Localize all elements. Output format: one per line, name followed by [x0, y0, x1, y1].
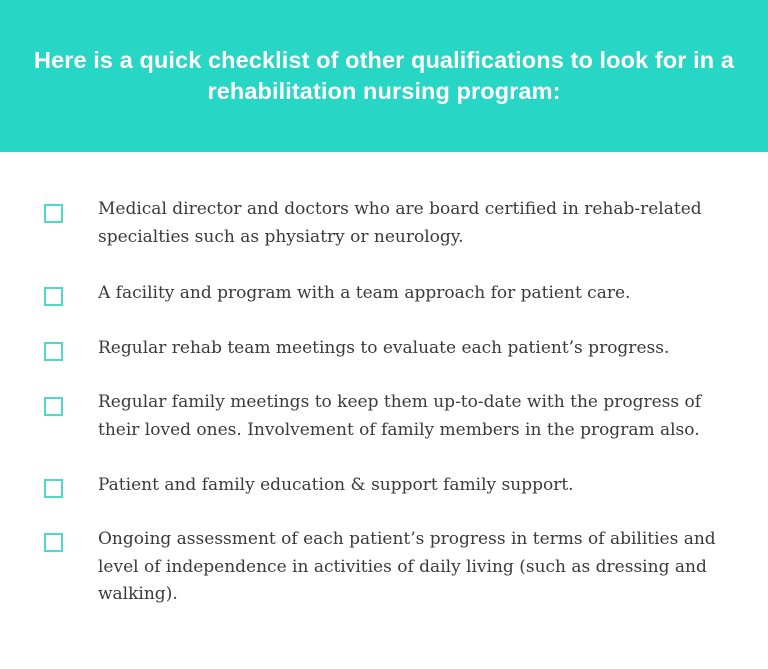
page-title: Here is a quick checklist of other qualifications to look for in a rehabilitation nursing program:	[34, 47, 734, 104]
checklist-item-text: Regular rehab team meetings to evaluate each patient’s progress.	[98, 338, 670, 358]
checkbox-icon[interactable]	[44, 342, 63, 361]
checklist-item-text: Ongoing assessment of each patient’s progress in terms of abilities and level of independence in activities of daily living (such as dressing and walking).	[98, 529, 716, 604]
checklist-item-text: Medical director and doctors who are board certified in rehab-related specialties such as physiatry or neurology.	[98, 199, 702, 247]
header-banner	[0, 0, 768, 152]
checklist-item-text: Regular family meetings to keep them up-to-date with the progress of their loved ones. Involvement of family members in the program also.	[98, 392, 702, 440]
checklist-item-text: A facility and program with a team approach for patient care.	[98, 283, 631, 303]
checkbox-icon[interactable]	[44, 533, 63, 552]
checkbox-icon[interactable]	[44, 287, 63, 306]
checkbox-icon[interactable]	[44, 397, 63, 416]
checkbox-icon[interactable]	[44, 479, 63, 498]
checkbox-icon[interactable]	[44, 204, 63, 223]
checklist-item-text: Patient and family education & support family support.	[98, 475, 574, 495]
